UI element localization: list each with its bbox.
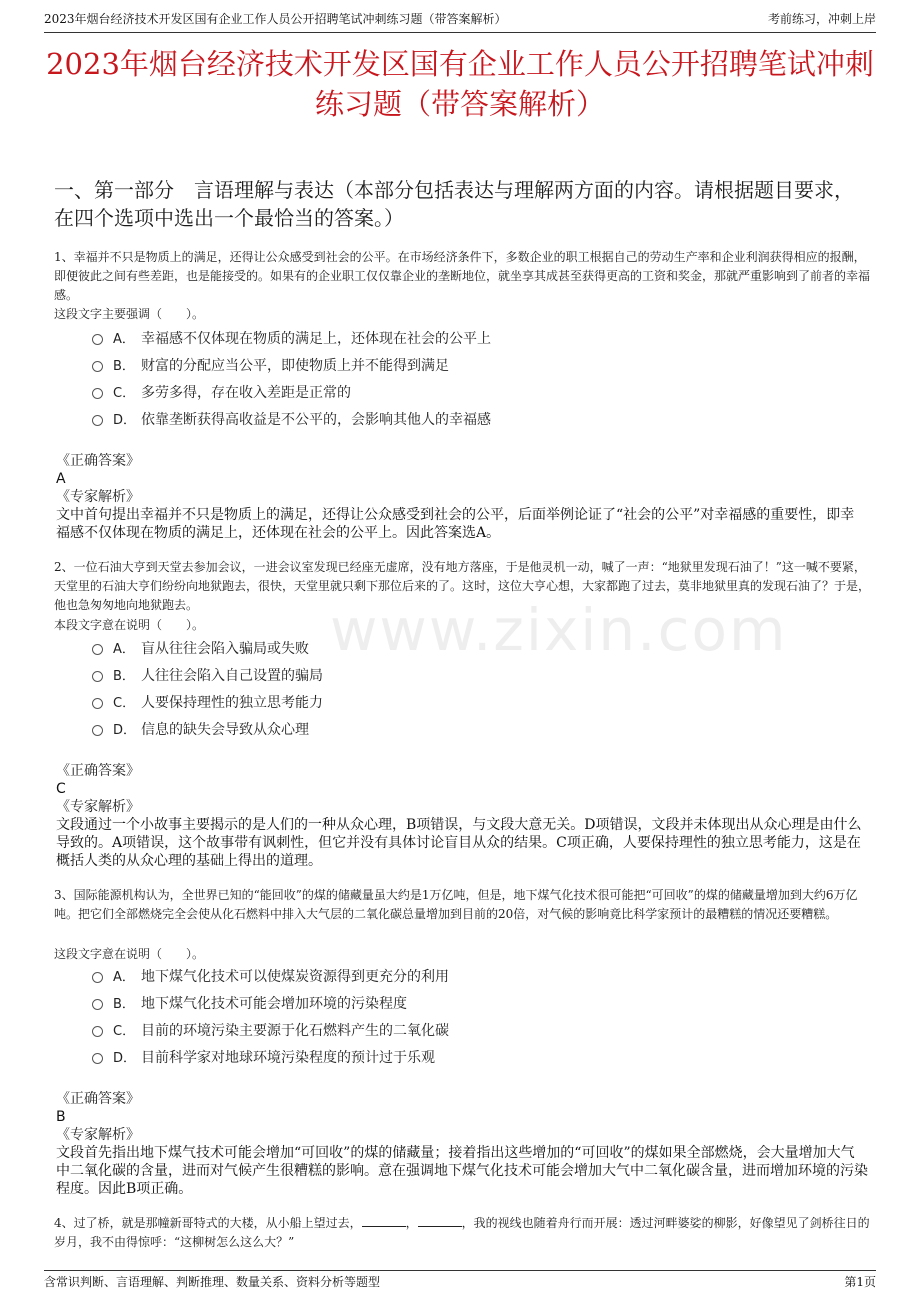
page-number: 第1页 bbox=[844, 1275, 876, 1289]
option-text: 地下煤气化技术可以使煤炭资源得到更充分的利用 bbox=[141, 968, 449, 985]
question-stem: 4、过了桥，就是那幢新哥特式的大楼，从小船上望过去， ， ，我的视线也随着舟行而开展：透过河畔婆娑的柳影，好像望见了剑桥往日的岁月，我不由得惊呼：“这柳树怎么这么大？” bbox=[54, 1216, 870, 1249]
question-prompt: 本段文字意在说明（ ）。 bbox=[54, 618, 205, 632]
answer-value: A bbox=[56, 471, 66, 487]
analysis-text: 文段通过一个小故事主要揭示的是人们的一种从众心理，B项错误，与文段大意无关。D项错误，文段并未体现出从众心理是由什么导致的。A项错误，这个故事带有讽刺性，但它并没有具体讨论盲目从众的结果。C项正确，人要保持理性的独立思考能力，这是在概括人类的从众心理的基础上得出的道理。 bbox=[56, 817, 862, 869]
page-header bbox=[44, 10, 876, 33]
option-c[interactable]: C． 人要保持理性的独立思考能力 bbox=[92, 688, 860, 715]
option-a[interactable]: A． 地下煤气化技术可以使煤炭资源得到更充分的利用 bbox=[92, 962, 860, 989]
analysis-text: 文中首句提出幸福并不只是物质上的满足，还得让公众感受到社会的公平，后面举例论证了“社会的公平”对幸福感的重要性，即幸福感不仅体现在物质的满足上，还体现在社会的公平上。因此答案选A。 bbox=[56, 507, 855, 541]
page-footer bbox=[44, 1270, 876, 1291]
option-text: 地下煤气化技术可能会增加环境的污染程度 bbox=[141, 995, 407, 1012]
answer-block bbox=[56, 1090, 868, 1198]
answer-value: C bbox=[56, 781, 66, 797]
option-d[interactable]: D． 目前科学家对地球环境污染程度的预计过于乐观 bbox=[92, 1043, 860, 1070]
radio-icon[interactable] bbox=[92, 671, 103, 682]
question-stem: 2、一位石油大亨到天堂去参加会议，一进会议室发现已经座无虚席，没有地方落座，于是他灵机一动，喊了一声：“地狱里发现石油了！”这一喊不要紧，天堂里的石油大亨们纷纷向地狱跑去，很快，天堂里就只剩下那位后来的了。这时，这位大亨心想，大家都跑了过去，莫非地狱里真的发现石油了？于是，他也急匆匆地向地狱跑去。 bbox=[54, 560, 871, 612]
option-d[interactable]: D． 信息的缺失会导致从众心理 bbox=[92, 715, 860, 742]
option-text: 人往往会陷入自己设置的骗局 bbox=[141, 667, 323, 684]
radio-icon[interactable] bbox=[92, 972, 103, 983]
answer-block bbox=[56, 452, 868, 542]
option-d[interactable]: D． 依靠垄断获得高收益是不公平的，会影响其他人的幸福感 bbox=[92, 405, 860, 432]
document-title: 2023年烟台经济技术开发区国有企业工作人员公开招聘笔试冲刺练习题（带答案解析） bbox=[46, 47, 874, 121]
option-text: 多劳多得，存在收入差距是正常的 bbox=[141, 384, 351, 401]
option-list bbox=[92, 634, 860, 742]
question-stem: 3、国际能源机构认为，全世界已知的“能回收”的煤的储藏量虽大约是1万亿吨，但是，地下煤气化技术很可能把“可回收”的煤的储藏量增加到大约6万亿吨。把它们全部燃烧完全会使从化石燃料中排入大气层的二氧化碳总量增加到目前的20倍，对气候的影响竟比科学家预计的最糟糕的情况还要糟糕。 bbox=[54, 888, 858, 921]
option-b[interactable]: B． 人往往会陷入自己设置的骗局 bbox=[92, 661, 860, 688]
analysis-label: 《专家解析》 bbox=[56, 489, 140, 505]
radio-icon[interactable] bbox=[92, 725, 103, 736]
header-slogan: 考前练习，冲刺上岸 bbox=[767, 12, 876, 26]
question-prompt: 这段文字主要强调（ ）。 bbox=[54, 307, 205, 321]
option-text: 盲从往往会陷入骗局或失败 bbox=[141, 640, 309, 657]
question-prompt: 这段文字意在说明（ ）。 bbox=[54, 947, 205, 961]
option-c[interactable]: C． 多劳多得，存在收入差距是正常的 bbox=[92, 378, 860, 405]
radio-icon[interactable] bbox=[92, 361, 103, 372]
option-text: 信息的缺失会导致从众心理 bbox=[141, 721, 309, 738]
answer-label: 《正确答案》 bbox=[56, 453, 140, 469]
section-heading: 一、第一部分 言语理解与表达（本部分包括表达与理解两方面的内容。请根据题目要求，在四个选项中选出一个最恰当的答案。） bbox=[54, 178, 854, 230]
footer-description: 含常识判断、言语理解、判断推理、数量关系、资料分析等题型 bbox=[44, 1275, 381, 1289]
radio-icon[interactable] bbox=[92, 388, 103, 399]
option-text: 人要保持理性的独立思考能力 bbox=[141, 694, 323, 711]
option-text: 目前的环境污染主要源于化石燃料产生的二氧化碳 bbox=[141, 1022, 449, 1039]
radio-icon[interactable] bbox=[92, 644, 103, 655]
option-b[interactable]: B． 财富的分配应当公平，即使物质上并不能得到满足 bbox=[92, 351, 860, 378]
option-list bbox=[92, 962, 860, 1070]
answer-block bbox=[56, 762, 868, 870]
option-text: 依靠垄断获得高收益是不公平的，会影响其他人的幸福感 bbox=[141, 411, 491, 428]
answer-value: B bbox=[56, 1109, 66, 1125]
header-title: 2023年烟台经济技术开发区国有企业工作人员公开招聘笔试冲刺练习题（带答案解析） bbox=[44, 12, 507, 26]
option-b[interactable]: B． 地下煤气化技术可能会增加环境的污染程度 bbox=[92, 989, 860, 1016]
analysis-text: 文段首先指出地下煤气技术可能会增加“可回收”的煤的储藏量；接着指出这些增加的“可回收”的煤如果全部燃烧，会大量增加大气中二氧化碳的含量，进而对气候产生很糟糕的影响。意在强调地下煤气化技术可能会增加大气中二氧化碳含量，进而增加环境的污染程度。因此B项正确。 bbox=[56, 1145, 868, 1197]
answer-blank bbox=[418, 1226, 462, 1227]
radio-icon[interactable] bbox=[92, 1026, 103, 1037]
option-text: 目前科学家对地球环境污染程度的预计过于乐观 bbox=[141, 1049, 435, 1066]
radio-icon[interactable] bbox=[92, 1053, 103, 1064]
analysis-label: 《专家解析》 bbox=[56, 1127, 140, 1143]
radio-icon[interactable] bbox=[92, 698, 103, 709]
radio-icon[interactable] bbox=[92, 999, 103, 1010]
analysis-label: 《专家解析》 bbox=[56, 799, 140, 815]
radio-icon[interactable] bbox=[92, 415, 103, 426]
answer-label: 《正确答案》 bbox=[56, 1091, 140, 1107]
option-c[interactable]: C． 目前的环境污染主要源于化石燃料产生的二氧化碳 bbox=[92, 1016, 860, 1043]
answer-blank bbox=[362, 1226, 406, 1227]
question-stem: 1、幸福并不只是物质上的满足，还得让公众感受到社会的公平。在市场经济条件下，多数企业的职工根据自己的劳动生产率和企业利润获得相应的报酬，即便彼此之间有些差距，也是能接受的。如果有的企业职工仅仅靠企业的垄断地位，就坐享其成甚至获得更高的工资和奖金，那就严重影响到了前者的幸福感。 bbox=[54, 250, 871, 302]
answer-label: 《正确答案》 bbox=[56, 763, 140, 779]
radio-icon[interactable] bbox=[92, 334, 103, 345]
option-a[interactable]: A． 盲从往往会陷入骗局或失败 bbox=[92, 634, 860, 661]
watermark: www.zixin.com bbox=[330, 596, 788, 664]
option-a[interactable]: A． 幸福感不仅体现在物质的满足上，还体现在社会的公平上 bbox=[92, 324, 860, 351]
option-text: 财富的分配应当公平，即使物质上并不能得到满足 bbox=[141, 357, 449, 374]
option-list bbox=[92, 324, 860, 432]
option-text: 幸福感不仅体现在物质的满足上，还体现在社会的公平上 bbox=[141, 330, 491, 347]
